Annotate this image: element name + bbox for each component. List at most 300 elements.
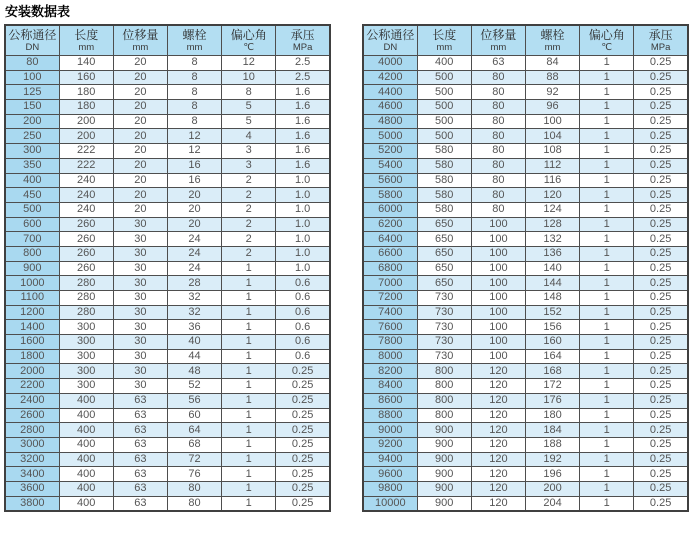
value-cell: 300: [59, 379, 113, 394]
value-cell: 64: [167, 423, 221, 438]
value-cell: 900: [417, 467, 471, 482]
value-cell: 80: [471, 100, 525, 115]
value-cell: 500: [417, 114, 471, 129]
value-cell: 20: [113, 114, 167, 129]
value-cell: 0.6: [276, 349, 330, 364]
dn-cell: 7400: [363, 305, 417, 320]
table-row: [363, 423, 688, 438]
value-cell: 1: [580, 85, 634, 100]
value-cell: 8: [167, 56, 221, 71]
value-cell: 0.6: [276, 335, 330, 350]
table-row: [363, 481, 688, 496]
value-cell: 2.5: [276, 56, 330, 71]
value-cell: 148: [525, 291, 579, 306]
table-row: [363, 276, 688, 291]
value-cell: 60: [167, 408, 221, 423]
table-row: [5, 481, 330, 496]
table-row: [363, 364, 688, 379]
value-cell: 650: [417, 276, 471, 291]
value-cell: 0.25: [634, 305, 688, 320]
column-label: 螺栓: [540, 28, 565, 42]
dn-cell: 5800: [363, 188, 417, 203]
value-cell: 52: [167, 379, 221, 394]
dn-cell: 3000: [5, 437, 59, 452]
value-cell: 0.25: [276, 379, 330, 394]
table-row: [5, 291, 330, 306]
value-cell: 0.25: [276, 496, 330, 511]
value-cell: 280: [59, 291, 113, 306]
value-cell: 140: [525, 261, 579, 276]
value-cell: 900: [417, 452, 471, 467]
value-cell: 24: [167, 232, 221, 247]
dn-cell: 6000: [363, 202, 417, 217]
value-cell: 30: [113, 305, 167, 320]
dn-cell: 2200: [5, 379, 59, 394]
value-cell: 120: [471, 481, 525, 496]
dn-cell: 4600: [363, 100, 417, 115]
value-cell: 192: [525, 452, 579, 467]
column-header: [634, 25, 688, 56]
value-cell: 0.25: [634, 100, 688, 115]
dn-cell: 7800: [363, 335, 417, 350]
value-cell: 1: [222, 364, 276, 379]
column-label: 偏心角: [588, 28, 625, 42]
column-unit: ℃: [601, 42, 613, 53]
value-cell: 40: [167, 335, 221, 350]
column-header: [5, 25, 59, 56]
table-row: [363, 232, 688, 247]
table-row: [5, 393, 330, 408]
column-header: [276, 25, 330, 56]
value-cell: 200: [59, 114, 113, 129]
dn-cell: 5000: [363, 129, 417, 144]
value-cell: 0.25: [634, 188, 688, 203]
dn-cell: 2800: [5, 423, 59, 438]
value-cell: 1: [580, 70, 634, 85]
dn-cell: 5600: [363, 173, 417, 188]
value-cell: 0.25: [276, 452, 330, 467]
value-cell: 124: [525, 202, 579, 217]
value-cell: 8: [167, 100, 221, 115]
table-row: [5, 349, 330, 364]
value-cell: 0.25: [276, 423, 330, 438]
table-row: [363, 144, 688, 159]
value-cell: 8: [167, 114, 221, 129]
value-cell: 32: [167, 305, 221, 320]
value-cell: 200: [525, 481, 579, 496]
value-cell: 1.6: [276, 129, 330, 144]
dn-cell: 700: [5, 232, 59, 247]
value-cell: 63: [113, 481, 167, 496]
value-cell: 0.25: [634, 379, 688, 394]
value-cell: 30: [113, 261, 167, 276]
value-cell: 20: [113, 202, 167, 217]
value-cell: 112: [525, 158, 579, 173]
dn-cell: 8200: [363, 364, 417, 379]
value-cell: 0.25: [634, 364, 688, 379]
value-cell: 20: [167, 188, 221, 203]
dn-cell: 9400: [363, 452, 417, 467]
value-cell: 128: [525, 217, 579, 232]
value-cell: 1.6: [276, 144, 330, 159]
value-cell: 1: [580, 437, 634, 452]
table-row: [363, 217, 688, 232]
value-cell: 300: [59, 349, 113, 364]
dn-cell: 1000: [5, 276, 59, 291]
table-row: [363, 173, 688, 188]
table-row: [363, 158, 688, 173]
dn-cell: 7000: [363, 276, 417, 291]
value-cell: 184: [525, 423, 579, 438]
column-header: [471, 25, 525, 56]
value-cell: 650: [417, 232, 471, 247]
column-header: [167, 25, 221, 56]
value-cell: 400: [59, 437, 113, 452]
dn-cell: 9800: [363, 481, 417, 496]
table-row: [363, 393, 688, 408]
value-cell: 132: [525, 232, 579, 247]
dn-cell: 1200: [5, 305, 59, 320]
value-cell: 88: [525, 70, 579, 85]
value-cell: 400: [59, 467, 113, 482]
dn-cell: 5200: [363, 144, 417, 159]
table-row: [5, 85, 330, 100]
value-cell: 0.25: [634, 232, 688, 247]
value-cell: 30: [113, 364, 167, 379]
value-cell: 1: [222, 408, 276, 423]
table-row: [363, 70, 688, 85]
value-cell: 240: [59, 188, 113, 203]
dn-cell: 7600: [363, 320, 417, 335]
value-cell: 16: [167, 158, 221, 173]
value-cell: 80: [167, 481, 221, 496]
value-cell: 0.25: [276, 467, 330, 482]
value-cell: 0.6: [276, 291, 330, 306]
value-cell: 0.25: [634, 335, 688, 350]
value-cell: 28: [167, 276, 221, 291]
column-unit: mm: [490, 42, 507, 53]
value-cell: 730: [417, 349, 471, 364]
value-cell: 80: [471, 173, 525, 188]
value-cell: 0.25: [634, 393, 688, 408]
column-unit: mm: [186, 42, 203, 53]
value-cell: 48: [167, 364, 221, 379]
value-cell: 1: [580, 291, 634, 306]
value-cell: 280: [59, 305, 113, 320]
column-label: 长度: [432, 28, 457, 42]
value-cell: 30: [113, 349, 167, 364]
dn-cell: 80: [5, 56, 59, 71]
table-row: [5, 437, 330, 452]
value-cell: 580: [417, 173, 471, 188]
value-cell: 1: [222, 349, 276, 364]
value-cell: 800: [417, 408, 471, 423]
value-cell: 800: [417, 364, 471, 379]
table-row: [5, 70, 330, 85]
value-cell: 400: [59, 423, 113, 438]
value-cell: 100: [471, 320, 525, 335]
value-cell: 116: [525, 173, 579, 188]
column-label: 偏心角: [230, 28, 267, 42]
value-cell: 164: [525, 349, 579, 364]
value-cell: 120: [471, 364, 525, 379]
column-unit: mm: [544, 42, 561, 53]
value-cell: 80: [471, 70, 525, 85]
dn-cell: 6600: [363, 246, 417, 261]
column-header: [525, 25, 579, 56]
value-cell: 20: [167, 202, 221, 217]
column-unit: mm: [436, 42, 453, 53]
value-cell: 0.25: [634, 320, 688, 335]
table-row: [5, 246, 330, 261]
value-cell: 120: [471, 496, 525, 511]
value-cell: 3: [222, 144, 276, 159]
value-cell: 12: [222, 56, 276, 71]
value-cell: 2: [222, 173, 276, 188]
column-label: 位移量: [122, 28, 159, 42]
value-cell: 1: [222, 320, 276, 335]
value-cell: 650: [417, 246, 471, 261]
dn-cell: 6400: [363, 232, 417, 247]
value-cell: 120: [471, 452, 525, 467]
value-cell: 1: [222, 481, 276, 496]
value-cell: 20: [113, 100, 167, 115]
value-cell: 0.25: [276, 393, 330, 408]
dn-cell: 1400: [5, 320, 59, 335]
value-cell: 500: [417, 70, 471, 85]
value-cell: 1.0: [276, 217, 330, 232]
table-row: [363, 496, 688, 511]
value-cell: 20: [113, 158, 167, 173]
value-cell: 0.25: [634, 56, 688, 71]
value-cell: 44: [167, 349, 221, 364]
value-cell: 100: [471, 261, 525, 276]
dn-cell: 4200: [363, 70, 417, 85]
value-cell: 1: [580, 158, 634, 173]
dn-cell: 7200: [363, 291, 417, 306]
value-cell: 100: [471, 217, 525, 232]
value-cell: 3: [222, 158, 276, 173]
value-cell: 1: [580, 246, 634, 261]
value-cell: 580: [417, 188, 471, 203]
value-cell: 0.25: [634, 85, 688, 100]
value-cell: 63: [113, 423, 167, 438]
dn-cell: 350: [5, 158, 59, 173]
table-row: [5, 217, 330, 232]
value-cell: 120: [525, 188, 579, 203]
table-row: [5, 56, 330, 71]
value-cell: 100: [471, 246, 525, 261]
value-cell: 100: [471, 291, 525, 306]
value-cell: 80: [471, 114, 525, 129]
dn-cell: 150: [5, 100, 59, 115]
value-cell: 176: [525, 393, 579, 408]
dn-cell: 9600: [363, 467, 417, 482]
value-cell: 204: [525, 496, 579, 511]
value-cell: 120: [471, 467, 525, 482]
column-unit: DN: [383, 42, 398, 53]
value-cell: 120: [471, 423, 525, 438]
value-cell: 80: [471, 144, 525, 159]
value-cell: 96: [525, 100, 579, 115]
value-cell: 20: [113, 144, 167, 159]
value-cell: 4: [222, 129, 276, 144]
value-cell: 20: [113, 70, 167, 85]
value-cell: 580: [417, 158, 471, 173]
value-cell: 1: [222, 261, 276, 276]
value-cell: 1: [222, 335, 276, 350]
value-cell: 100: [471, 305, 525, 320]
value-cell: 1: [222, 467, 276, 482]
value-cell: 0.6: [276, 320, 330, 335]
value-cell: 180: [59, 100, 113, 115]
value-cell: 168: [525, 364, 579, 379]
dn-cell: 3600: [5, 481, 59, 496]
value-cell: 20: [113, 173, 167, 188]
value-cell: 730: [417, 335, 471, 350]
value-cell: 1: [580, 335, 634, 350]
column-unit: mm: [78, 42, 95, 53]
dn-cell: 500: [5, 202, 59, 217]
table-row: [5, 496, 330, 511]
value-cell: 160: [525, 335, 579, 350]
value-cell: 156: [525, 320, 579, 335]
value-cell: 580: [417, 202, 471, 217]
value-cell: 900: [417, 423, 471, 438]
value-cell: 24: [167, 246, 221, 261]
table-row: [363, 335, 688, 350]
value-cell: 1: [580, 56, 634, 71]
value-cell: 20: [113, 188, 167, 203]
value-cell: 1: [580, 408, 634, 423]
value-cell: 92: [525, 85, 579, 100]
value-cell: 0.25: [634, 261, 688, 276]
value-cell: 12: [167, 129, 221, 144]
value-cell: 20: [113, 56, 167, 71]
value-cell: 400: [59, 496, 113, 511]
value-cell: 0.25: [634, 481, 688, 496]
table-row: [363, 349, 688, 364]
value-cell: 300: [59, 320, 113, 335]
value-cell: 63: [113, 437, 167, 452]
dn-cell: 250: [5, 129, 59, 144]
value-cell: 5: [222, 114, 276, 129]
dn-cell: 3800: [5, 496, 59, 511]
value-cell: 1: [580, 481, 634, 496]
value-cell: 1: [580, 393, 634, 408]
table-row: [363, 100, 688, 115]
value-cell: 0.25: [634, 276, 688, 291]
value-cell: 0.25: [634, 246, 688, 261]
value-cell: 0.25: [276, 364, 330, 379]
value-cell: 0.6: [276, 305, 330, 320]
dn-cell: 600: [5, 217, 59, 232]
value-cell: 1: [222, 423, 276, 438]
value-cell: 400: [59, 481, 113, 496]
table-row: [363, 291, 688, 306]
value-cell: 30: [113, 276, 167, 291]
dn-cell: 4400: [363, 85, 417, 100]
value-cell: 100: [471, 335, 525, 350]
value-cell: 2: [222, 202, 276, 217]
value-cell: 300: [59, 335, 113, 350]
table-row: [5, 114, 330, 129]
value-cell: 240: [59, 173, 113, 188]
value-cell: 120: [471, 379, 525, 394]
dn-cell: 2400: [5, 393, 59, 408]
value-cell: 1.6: [276, 100, 330, 115]
value-cell: 160: [59, 70, 113, 85]
column-unit: MPa: [650, 42, 671, 53]
value-cell: 12: [167, 144, 221, 159]
table-row: [5, 320, 330, 335]
value-cell: 222: [59, 158, 113, 173]
value-cell: 63: [113, 496, 167, 511]
value-cell: 1: [222, 452, 276, 467]
value-cell: 800: [417, 379, 471, 394]
value-cell: 20: [113, 85, 167, 100]
value-cell: 68: [167, 437, 221, 452]
value-cell: 120: [471, 393, 525, 408]
value-cell: 16: [167, 173, 221, 188]
table-row: [363, 56, 688, 71]
value-cell: 500: [417, 100, 471, 115]
value-cell: 0.6: [276, 276, 330, 291]
value-cell: 24: [167, 261, 221, 276]
value-cell: 56: [167, 393, 221, 408]
value-cell: 30: [113, 379, 167, 394]
value-cell: 30: [113, 291, 167, 306]
value-cell: 1: [222, 393, 276, 408]
value-cell: 136: [525, 246, 579, 261]
column-unit: mm: [132, 42, 149, 53]
value-cell: 72: [167, 452, 221, 467]
dn-cell: 6800: [363, 261, 417, 276]
value-cell: 100: [525, 114, 579, 129]
value-cell: 80: [471, 202, 525, 217]
header-row: [363, 25, 688, 56]
value-cell: 1: [580, 261, 634, 276]
table-row: [5, 100, 330, 115]
column-label: 螺栓: [182, 28, 207, 42]
value-cell: 63: [113, 452, 167, 467]
column-unit: DN: [25, 42, 40, 53]
value-cell: 0.25: [276, 408, 330, 423]
table-row: [363, 437, 688, 452]
value-cell: 1: [222, 496, 276, 511]
value-cell: 63: [471, 56, 525, 71]
column-unit: MPa: [292, 42, 313, 53]
table-row: [363, 246, 688, 261]
table-row: [5, 379, 330, 394]
value-cell: 196: [525, 467, 579, 482]
value-cell: 1.6: [276, 114, 330, 129]
value-cell: 8: [222, 85, 276, 100]
value-cell: 500: [417, 129, 471, 144]
dn-cell: 300: [5, 144, 59, 159]
column-label: 公称通径: [8, 28, 57, 42]
value-cell: 1: [580, 364, 634, 379]
value-cell: 0.25: [634, 437, 688, 452]
value-cell: 900: [417, 437, 471, 452]
value-cell: 10: [222, 70, 276, 85]
column-header: [222, 25, 276, 56]
value-cell: 1: [580, 276, 634, 291]
value-cell: 500: [417, 85, 471, 100]
column-label: 承压: [290, 28, 315, 42]
dn-cell: 5400: [363, 158, 417, 173]
table-row: [5, 188, 330, 203]
